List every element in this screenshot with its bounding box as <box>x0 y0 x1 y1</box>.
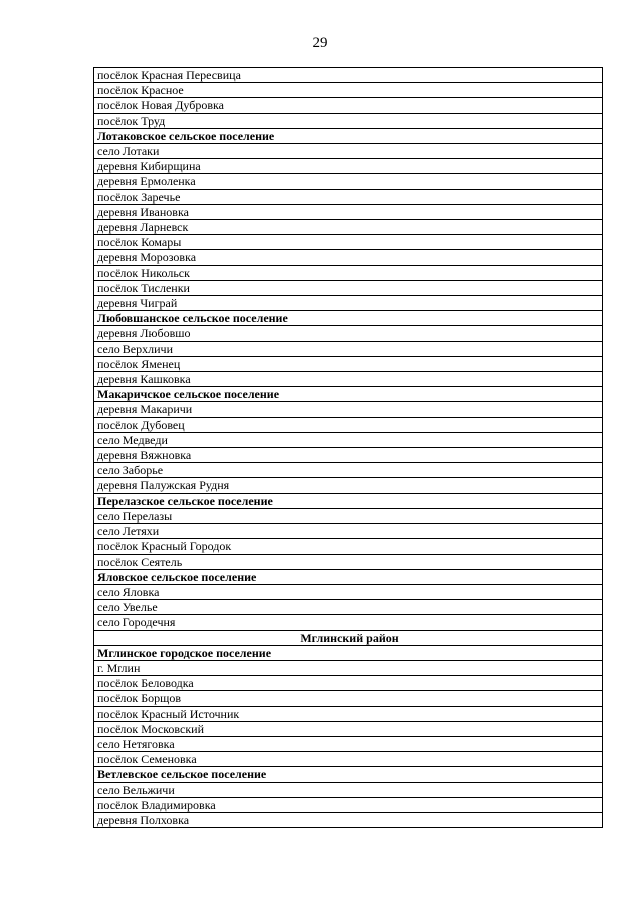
settlement-name: село Городечня <box>94 615 603 630</box>
settlement-name: посёлок Московский <box>94 721 603 736</box>
settlement-name: деревня Полховка <box>94 812 603 827</box>
settlement-name: посёлок Тисленки <box>94 280 603 295</box>
settlement-name: село Верхличи <box>94 341 603 356</box>
table-row <box>94 752 603 767</box>
settlement-name: село Перелазы <box>94 508 603 523</box>
settlement-name: деревня Ивановка <box>94 204 603 219</box>
table-row <box>94 797 603 812</box>
table-row <box>94 174 603 189</box>
table-row <box>94 782 603 797</box>
table-row <box>94 508 603 523</box>
table-row <box>94 280 603 295</box>
table-row <box>94 660 603 675</box>
page-number: 29 <box>312 35 328 51</box>
settlement-group-title: Ветлевское сельское поселение <box>94 767 603 782</box>
settlement-group-title: Лотаковское сельское поселение <box>94 128 603 143</box>
settlement-name: деревня Ларневск <box>94 220 603 235</box>
settlement-name: деревня Морозовка <box>94 250 603 265</box>
table-row <box>94 691 603 706</box>
settlement-group-title: Перелазское сельское поселение <box>94 493 603 508</box>
table-row <box>94 326 603 341</box>
table-row <box>94 721 603 736</box>
table-row <box>94 113 603 128</box>
settlement-name: деревня Ермоленка <box>94 174 603 189</box>
settlement-name: деревня Кашковка <box>94 372 603 387</box>
table-row <box>94 250 603 265</box>
settlement-name: посёлок Труд <box>94 113 603 128</box>
settlement-group-title: Мглинское городское поселение <box>94 645 603 660</box>
settlement-name: посёлок Сеятель <box>94 554 603 569</box>
table-row <box>94 812 603 827</box>
settlement-name: деревня Палужская Рудня <box>94 478 603 493</box>
table-row <box>94 584 603 599</box>
table-row <box>94 356 603 371</box>
settlement-name: посёлок Владимировка <box>94 797 603 812</box>
table-row <box>94 265 603 280</box>
table-row <box>94 676 603 691</box>
section-header-row <box>94 128 603 143</box>
settlement-name: село Медведи <box>94 432 603 447</box>
settlement-name: село Яловка <box>94 584 603 599</box>
section-header-row <box>94 311 603 326</box>
settlement-name: посёлок Красный Источник <box>94 706 603 721</box>
settlement-name: посёлок Красное <box>94 83 603 98</box>
table-row <box>94 159 603 174</box>
table-row <box>94 144 603 159</box>
table-row <box>94 524 603 539</box>
settlement-name: деревня Кибирщина <box>94 159 603 174</box>
table-row <box>94 98 603 113</box>
table-row <box>94 463 603 478</box>
table-row <box>94 448 603 463</box>
settlement-group-title: Любовшанское сельское поселение <box>94 311 603 326</box>
table-row <box>94 554 603 569</box>
settlement-name: село Нетяговка <box>94 736 603 751</box>
settlement-name: посёлок Заречье <box>94 189 603 204</box>
settlements-table-body <box>94 68 603 828</box>
settlements-table <box>93 67 603 828</box>
table-row <box>94 478 603 493</box>
section-header-row <box>94 767 603 782</box>
table-row <box>94 83 603 98</box>
settlement-name: посёлок Комары <box>94 235 603 250</box>
table-row <box>94 68 603 83</box>
settlement-name: посёлок Красный Городок <box>94 539 603 554</box>
section-header-row <box>94 645 603 660</box>
settlement-name: посёлок Дубовец <box>94 417 603 432</box>
settlement-name: село Заборье <box>94 463 603 478</box>
section-header-row <box>94 493 603 508</box>
section-header-row <box>94 387 603 402</box>
table-row <box>94 615 603 630</box>
table-row <box>94 235 603 250</box>
settlement-name: деревня Любовшо <box>94 326 603 341</box>
settlement-name: деревня Макаричи <box>94 402 603 417</box>
district-title: Мглинский район <box>94 630 603 645</box>
settlement-name: посёлок Красная Пересвица <box>94 68 603 83</box>
table-row <box>94 736 603 751</box>
table-row <box>94 204 603 219</box>
table-row <box>94 220 603 235</box>
settlement-group-title: Макаричское сельское поселение <box>94 387 603 402</box>
settlement-name: село Лотаки <box>94 144 603 159</box>
table-row <box>94 402 603 417</box>
table-row <box>94 341 603 356</box>
settlement-name: посёлок Борщов <box>94 691 603 706</box>
section-header-row <box>94 569 603 584</box>
settlement-name: г. Мглин <box>94 660 603 675</box>
table-row <box>94 432 603 447</box>
settlement-name: посёлок Беловодка <box>94 676 603 691</box>
district-header-row <box>94 630 603 645</box>
settlement-name: посёлок Никольск <box>94 265 603 280</box>
settlement-name: посёлок Семеновка <box>94 752 603 767</box>
settlement-name: село Увелье <box>94 600 603 615</box>
settlement-name: посёлок Яменец <box>94 356 603 371</box>
settlement-name: село Летяхи <box>94 524 603 539</box>
table-row <box>94 296 603 311</box>
settlement-name: село Вельжичи <box>94 782 603 797</box>
settlement-name: посёлок Новая Дубровка <box>94 98 603 113</box>
table-row <box>94 539 603 554</box>
settlement-group-title: Яловское сельское поселение <box>94 569 603 584</box>
settlement-name: деревня Чиграй <box>94 296 603 311</box>
table-row <box>94 189 603 204</box>
table-row <box>94 417 603 432</box>
settlement-name: деревня Вяжновка <box>94 448 603 463</box>
table-row <box>94 706 603 721</box>
table-row <box>94 600 603 615</box>
table-row <box>94 372 603 387</box>
